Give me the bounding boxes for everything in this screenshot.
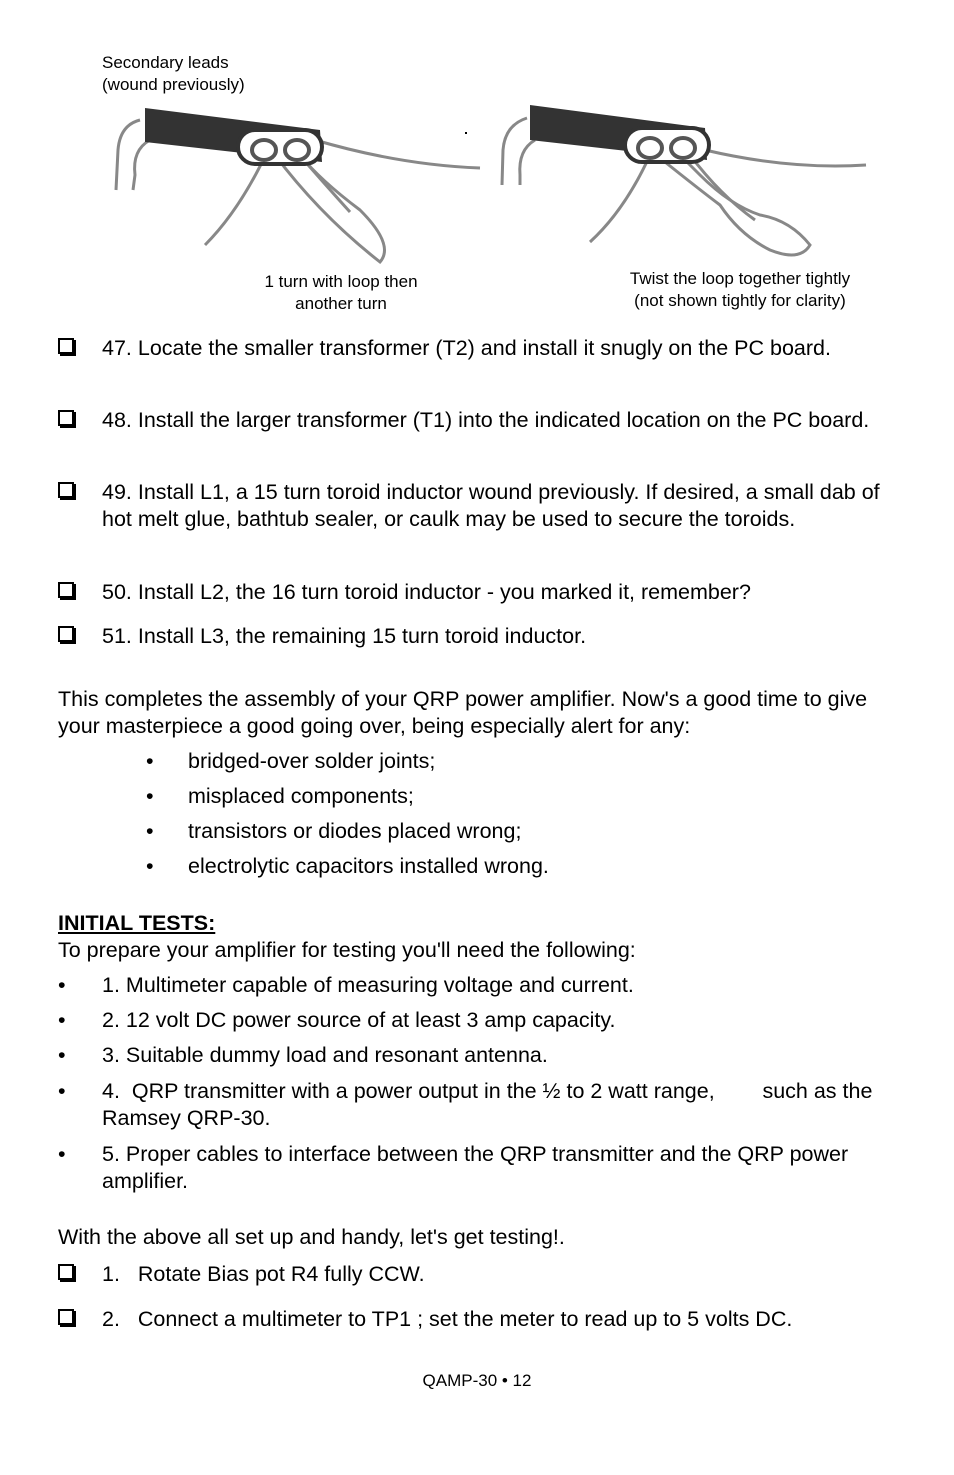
step-text: Connect a multimeter to TP1 ; set the meter to read up to 5 volts DC. bbox=[137, 1307, 793, 1331]
page-footer: QAMP-30 • 12 bbox=[422, 1371, 532, 1390]
bullet-icon: • bbox=[146, 784, 154, 808]
completion-paragraph: This completes the assembly of your QRP power amplifier. Now's a good time to give your masterpiece a good going over, being especially alert for any: bbox=[58, 687, 868, 738]
step-50 bbox=[58, 579, 908, 606]
ready-paragraph: With the above all set up and handy, let's get testing!. bbox=[58, 1225, 565, 1249]
step-number: 47. bbox=[102, 336, 132, 360]
step-51 bbox=[58, 623, 908, 650]
bullet-icon: • bbox=[58, 1142, 66, 1166]
checkbox-icon[interactable] bbox=[58, 1309, 74, 1325]
check-item-text: transistors or diodes placed wrong; bbox=[188, 819, 522, 843]
step-number: 1. bbox=[102, 1262, 120, 1286]
step-text: Install the larger transformer (T1) into the indicated location on the PC board. bbox=[137, 408, 870, 432]
caption-line: another turn bbox=[295, 294, 387, 313]
bullet-icon: • bbox=[58, 1043, 66, 1067]
need-item bbox=[58, 1078, 908, 1132]
bullet-icon: • bbox=[146, 819, 154, 843]
caption-line: (wound previously) bbox=[102, 75, 245, 94]
need-item bbox=[58, 1141, 908, 1195]
bullet-icon: • bbox=[58, 973, 66, 997]
test-step-2 bbox=[58, 1306, 908, 1333]
need-item bbox=[58, 972, 908, 999]
caption-line: (not shown tightly for clarity) bbox=[634, 291, 846, 310]
check-item-text: bridged-over solder joints; bbox=[188, 749, 436, 773]
caption-line: 1 turn with loop then bbox=[264, 272, 418, 291]
step-number: 49. bbox=[102, 480, 132, 504]
test-step-1 bbox=[58, 1261, 908, 1288]
check-item bbox=[146, 783, 414, 810]
bullet-icon: • bbox=[146, 854, 154, 878]
step-text: Install L2, the 16 turn toroid inductor - you marked it, remember? bbox=[137, 580, 751, 604]
initial-tests-heading: INITIAL TESTS: bbox=[58, 911, 216, 935]
step-49 bbox=[58, 479, 908, 533]
step-text: Rotate Bias pot R4 fully CCW. bbox=[137, 1262, 425, 1286]
caption-line: Twist the loop together tightly bbox=[629, 269, 851, 288]
caption-twist-loop bbox=[600, 268, 880, 312]
checkbox-icon[interactable] bbox=[58, 338, 74, 354]
need-item bbox=[58, 1042, 908, 1069]
caption-line: Secondary leads bbox=[102, 53, 229, 72]
step-text: Install L1, a 15 turn toroid inductor wound previously. If desired, a small dab of hot melt glue, bathtub sealer, or caulk may be used to secure the toroids. bbox=[102, 480, 880, 531]
step-text: Locate the smaller transformer (T2) and install it snugly on the PC board. bbox=[137, 336, 831, 360]
step-number: 51. bbox=[102, 624, 132, 648]
check-item bbox=[146, 853, 549, 880]
step-number: 50. bbox=[102, 580, 132, 604]
check-item bbox=[146, 818, 521, 845]
step-text: Install L3, the remaining 15 turn toroid inductor. bbox=[137, 624, 587, 648]
bullet-icon: • bbox=[58, 1008, 66, 1032]
need-item-text: 1. Multimeter capable of measuring voltage and current. bbox=[102, 973, 634, 997]
step-number: 2. bbox=[102, 1307, 120, 1331]
step-48 bbox=[58, 407, 908, 434]
need-item-text: 2. 12 volt DC power source of at least 3 amp capacity. bbox=[102, 1008, 616, 1032]
need-item-text: 5. Proper cables to interface between the QRP transmitter and the QRP power amplifier. bbox=[102, 1142, 849, 1193]
checkbox-icon[interactable] bbox=[58, 626, 74, 642]
step-number: 48. bbox=[102, 408, 132, 432]
checkbox-icon[interactable] bbox=[58, 482, 74, 498]
caption-one-turn bbox=[240, 271, 442, 315]
bullet-icon: • bbox=[58, 1079, 66, 1103]
bullet-icon: • bbox=[146, 749, 154, 773]
need-item-text: 4. QRP transmitter with a power output in the ½ to 2 watt range, such as the Ramsey QRP-30. bbox=[102, 1079, 879, 1130]
need-item-text: 3. Suitable dummy load and resonant antenna. bbox=[102, 1043, 548, 1067]
caption-secondary-leads bbox=[102, 52, 245, 96]
initial-tests-intro: To prepare your amplifier for testing you'll need the following: bbox=[58, 938, 636, 962]
check-item-text: electrolytic capacitors installed wrong. bbox=[188, 854, 549, 878]
checkbox-icon[interactable] bbox=[58, 582, 74, 598]
transformer-winding-figure bbox=[0, 0, 954, 325]
step-47 bbox=[58, 335, 908, 362]
checkbox-icon[interactable] bbox=[58, 410, 74, 426]
checkbox-icon[interactable] bbox=[58, 1264, 74, 1280]
check-item bbox=[146, 748, 435, 775]
check-item-text: misplaced components; bbox=[188, 784, 414, 808]
need-item bbox=[58, 1007, 908, 1034]
